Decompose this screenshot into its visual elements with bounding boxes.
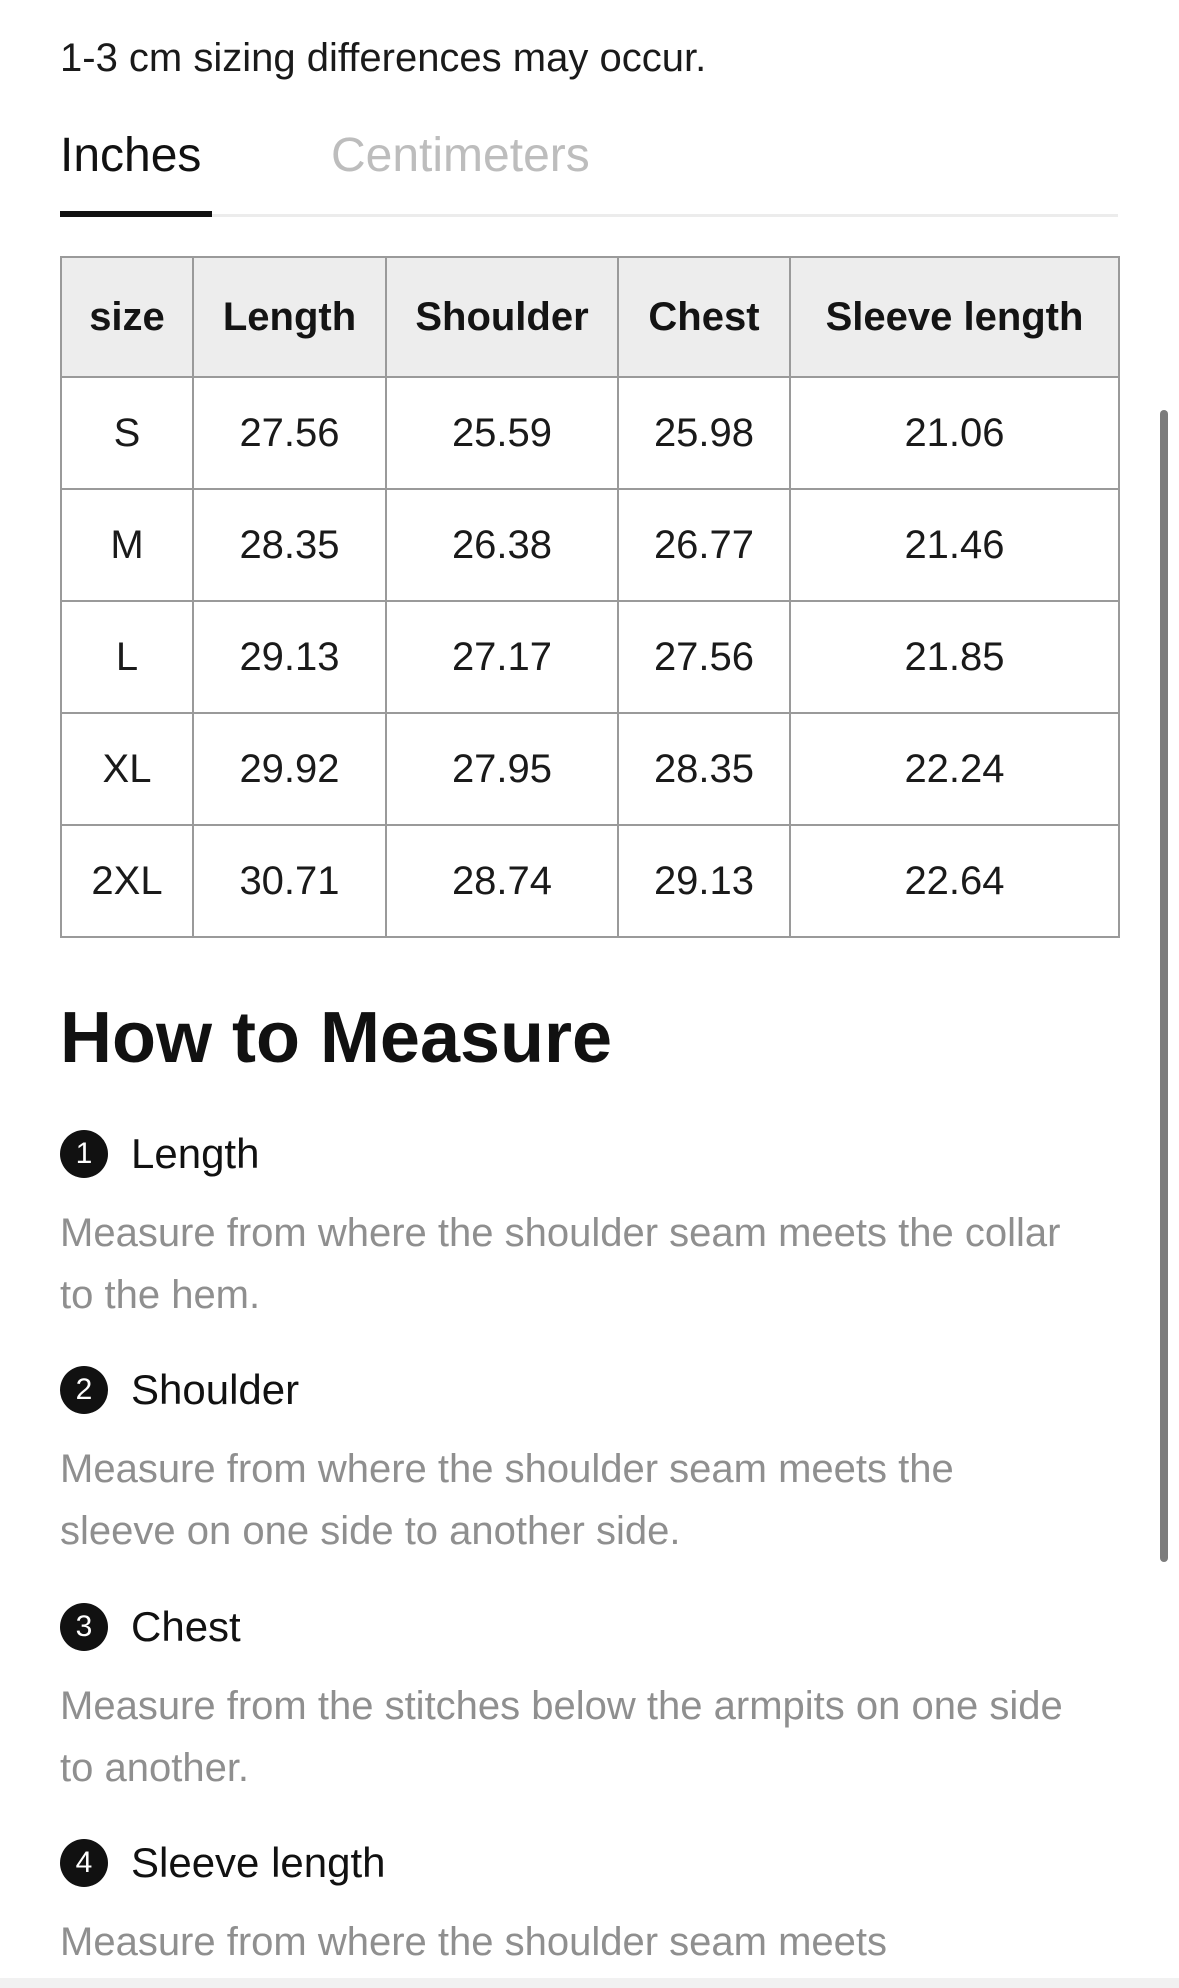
header-sleeve-length: Sleeve length: [790, 257, 1119, 377]
table-cell: XL: [61, 713, 193, 825]
table-cell: M: [61, 489, 193, 601]
table-row: [61, 489, 1119, 601]
table-cell: 29.92: [193, 713, 386, 825]
table-cell: 21.85: [790, 601, 1119, 713]
table-cell: 27.56: [618, 601, 790, 713]
step-header: [60, 1124, 1118, 1184]
table-cell: 22.64: [790, 825, 1119, 937]
table-cell: 28.35: [618, 713, 790, 825]
table-cell: 29.13: [193, 601, 386, 713]
table-cell: 22.24: [790, 713, 1119, 825]
measure-step-sleeve-length: [60, 1833, 1118, 1973]
bottom-edge: [0, 1978, 1179, 1988]
size-table: [60, 256, 1120, 938]
sizing-note: 1-3 cm sizing differences may occur.: [60, 36, 707, 80]
table-cell: 27.56: [193, 377, 386, 489]
table-row: [61, 377, 1119, 489]
header-length: Length: [193, 257, 386, 377]
step-header: [60, 1833, 1118, 1893]
step-title: Shoulder: [131, 1366, 300, 1413]
step-number-badge: 3: [60, 1603, 108, 1651]
table-cell: 27.17: [386, 601, 618, 713]
table-row: [61, 713, 1119, 825]
table-cell: 29.13: [618, 825, 790, 937]
table-cell: 30.71: [193, 825, 386, 937]
step-description: Measure from where the shoulder seam meets the sleeve on one side to another side.: [60, 1447, 954, 1553]
header-size: size: [61, 257, 193, 377]
step-number-badge: 1: [60, 1130, 108, 1178]
table-cell: 21.06: [790, 377, 1119, 489]
how-to-measure-title: How to Measure: [60, 998, 613, 1078]
step-description: Measure from where the shoulder seam meets: [60, 1920, 888, 1964]
table-cell: 28.74: [386, 825, 618, 937]
table-cell: 21.46: [790, 489, 1119, 601]
table-header-row: [61, 257, 1119, 377]
step-number-badge: 4: [60, 1839, 108, 1887]
table-cell: 26.77: [618, 489, 790, 601]
step-title: Chest: [131, 1603, 241, 1650]
step-header: [60, 1597, 1118, 1657]
measure-step-chest: [60, 1597, 1118, 1799]
table-cell: 25.59: [386, 377, 618, 489]
tab-inches[interactable]: Inches: [60, 118, 212, 214]
step-header: [60, 1360, 1118, 1420]
table-cell: 26.38: [386, 489, 618, 601]
table-cell: 25.98: [618, 377, 790, 489]
table-cell: 28.35: [193, 489, 386, 601]
table-row: [61, 825, 1119, 937]
step-title: Sleeve length: [131, 1839, 386, 1886]
table-cell: 27.95: [386, 713, 618, 825]
table-cell: S: [61, 377, 193, 489]
header-chest: Chest: [618, 257, 790, 377]
step-description: Measure from the stitches below the armpits on one side to another.: [60, 1684, 1063, 1790]
measure-step-length: [60, 1124, 1118, 1326]
header-shoulder: Shoulder: [386, 257, 618, 377]
table-row: [61, 601, 1119, 713]
table-cell: 2XL: [61, 825, 193, 937]
step-description: Measure from where the shoulder seam meets the collar to the hem.: [60, 1211, 1061, 1317]
measure-step-shoulder: [60, 1360, 1118, 1562]
step-title: Length: [131, 1130, 260, 1177]
step-number-badge: 2: [60, 1366, 108, 1414]
table-cell: L: [61, 601, 193, 713]
unit-tabs: [60, 118, 1118, 217]
tab-centimeters[interactable]: Centimeters: [331, 129, 590, 182]
scrollbar-thumb[interactable]: [1160, 410, 1168, 1562]
